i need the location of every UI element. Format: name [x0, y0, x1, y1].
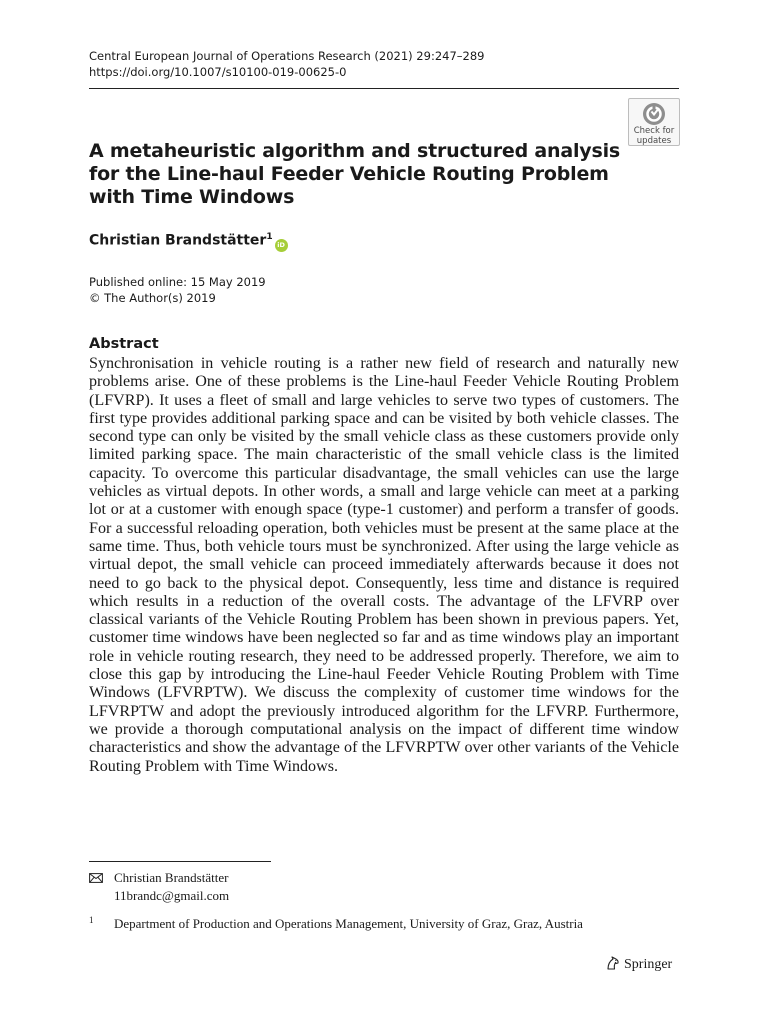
badge-label-line2: updates: [636, 135, 672, 146]
doi-link[interactable]: https://doi.org/10.1007/s10100-019-00625-0: [89, 65, 347, 79]
publication-info: [89, 274, 266, 306]
affiliation-text: Department of Production and Operations Management, University of Graz, Graz, Austria: [114, 916, 583, 931]
affiliation-mark: 1: [266, 232, 273, 242]
author-line: [89, 232, 288, 252]
author-name: Christian Brandstätter: [89, 232, 267, 249]
springer-horse-icon: [605, 955, 621, 971]
orcid-icon[interactable]: iD: [275, 239, 288, 252]
springer-logo: [605, 955, 672, 973]
envelope-icon: [89, 873, 103, 883]
corresponding-author-email[interactable]: 11brandc@gmail.com: [114, 888, 230, 903]
affiliation-number: 1: [89, 915, 94, 925]
corresponding-author: [114, 869, 229, 905]
publisher-name: Springer: [624, 957, 673, 972]
journal-citation: Central European Journal of Operations Research (2021) 29:247–289: [89, 49, 485, 63]
corresponding-author-name: Christian Brandstätter: [114, 870, 229, 885]
footnote-rule: [89, 861, 271, 862]
header-rule: [89, 88, 679, 89]
check-for-updates-icon: [642, 102, 666, 126]
published-date: Published online: 15 May 2019: [89, 275, 266, 289]
paper-title: A metaheuristic algorithm and structured analysis for the Line-haul Feeder Vehicle Routing Problem with Time Windows: [89, 140, 620, 208]
abstract-text: Synchronisation in vehicle routing is a rather new field of research and naturally new problems arise. One of these problems is the Line-haul Feeder Vehicle Routing Problem (LFVRP). It uses a fleet of small and large vehicles to serve two types of customers. The first type provides additional parking space and can be visited by both vehicle classes. The second type can only be visited by the small vehicle class as these customers provide only limited parking space. The main characteristic of the small vehicle class is the limited capacity. To overcome this particular disadvantage, the small vehicles can use the large vehicles as virtual depots. In other words, a small and large vehicle can meet at a parking lot or at a customer with enough space (type-1 customer) and perform a transfer of goods. For a successful reloading operation, both vehicles must be present at the same place at the same time. Thus, both vehicle tours must be synchronized. After using the large vehicle as virtual depot, the small vehicle can proceed immediately afterwards because it does not need to go back to the physical depot. Consequently, less time and distance is required which results in a reduction of the overall costs. The advantage of the LFVRP over classical variants of the Vehicle Routing Problem has been shown in previous papers. Yet, customer time windows have been neglected so far and as time windows play an important role in vehicle routing research, they need to be addressed properly. Therefore, we aim to close this gap by introducing the Line-haul Feeder Vehicle Routing Problem with Time Windows (LFVRPTW). We discuss the complexity of customer time windows for the LFVRPTW and adopt the previously introduced algorithm for the LFVRP. Furthermore, we provide a thorough computational analysis on the impact of different time window characteristics and show the advantage of the LFVRPTW over other variants of the Vehicle Routing Problem with Time Windows.: [89, 355, 679, 775]
abstract-heading: Abstract: [89, 336, 159, 352]
journal-header: [89, 48, 484, 80]
check-for-updates-badge[interactable]: [628, 98, 680, 146]
copyright: © The Author(s) 2019: [89, 291, 216, 305]
badge-label-line1: Check for: [633, 126, 675, 136]
